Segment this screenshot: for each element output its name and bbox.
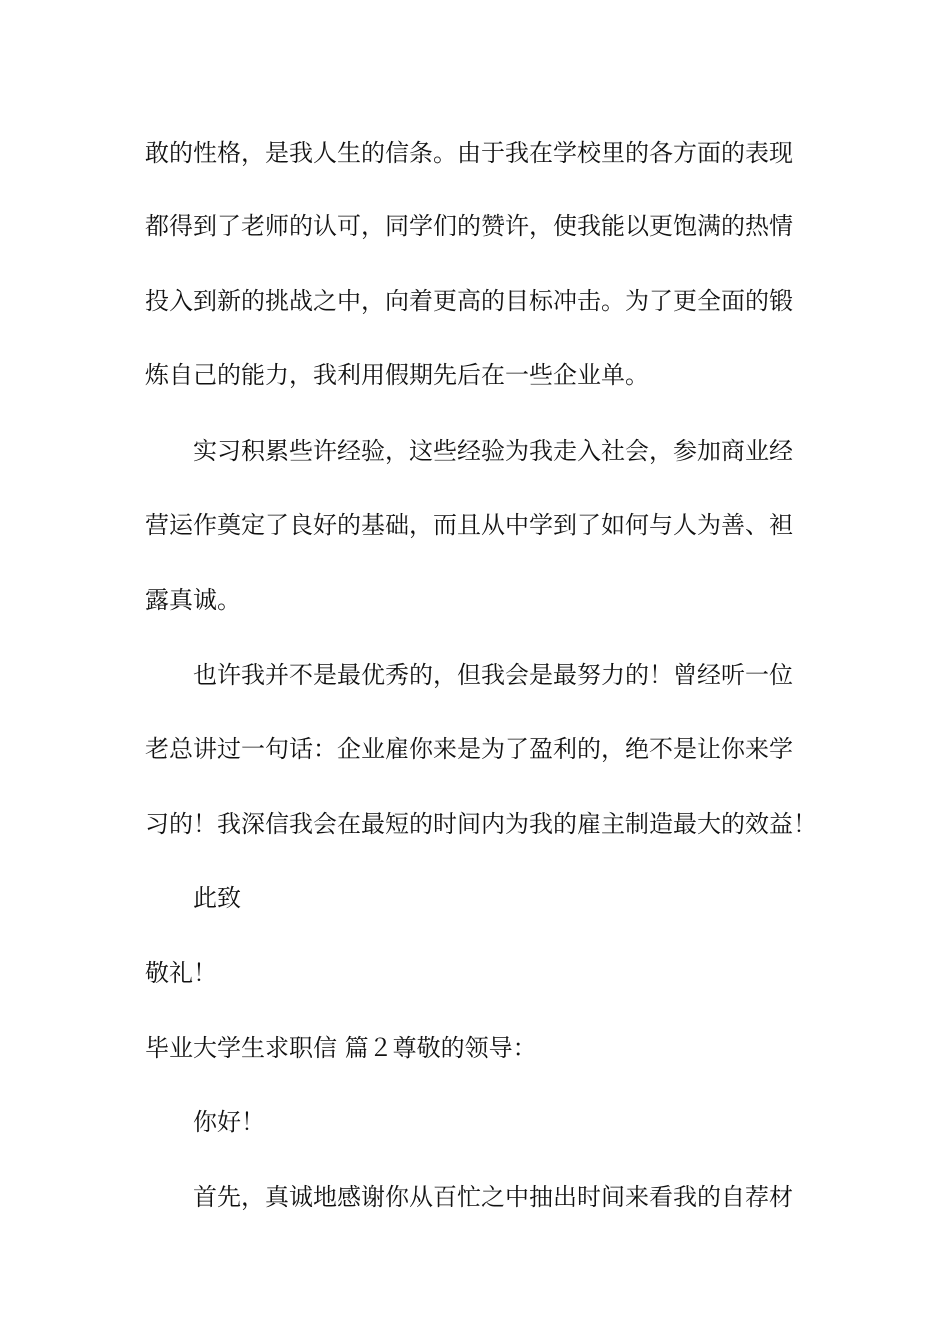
paragraph-line: 首先，真诚地感谢你从百忙之中抽出时间来看我的自荐材 xyxy=(193,1183,793,1211)
paragraph-line: 习的！我深信我会在最短的时间内为我的雇主制造最大的效益！ xyxy=(145,810,817,838)
paragraph-line: 也许我并不是最优秀的，但我会是最努力的！曾经听一位 xyxy=(193,661,793,689)
closing-salutation: 此致 xyxy=(193,884,241,912)
paragraph-line: 都得到了老师的认可，同学们的赞许，使我能以更饱满的热情 xyxy=(145,212,793,240)
paragraph-line: 实习积累些许经验，这些经验为我走入社会，参加商业经 xyxy=(193,437,793,465)
greeting: 你好！ xyxy=(193,1108,265,1136)
paragraph-line: 敢的性格，是我人生的信条。由于我在学校里的各方面的表现 xyxy=(145,139,793,167)
paragraph-line: 营运作奠定了良好的基础，而且从中学到了如何与人为善、袒 xyxy=(145,511,793,539)
section-heading: 毕业大学生求职信 篇２尊敬的领导： xyxy=(145,1034,537,1062)
paragraph-line: 投入到新的挑战之中，向着更高的目标冲击。为了更全面的锻 xyxy=(145,287,793,315)
closing-regards: 敬礼！ xyxy=(145,959,217,987)
paragraph-line: 老总讲过一句话：企业雇你来是为了盈利的，绝不是让你来学 xyxy=(145,735,793,763)
paragraph-line: 露真诚。 xyxy=(145,586,241,614)
paragraph-line: 炼自己的能力，我利用假期先后在一些企业单。 xyxy=(145,361,649,389)
